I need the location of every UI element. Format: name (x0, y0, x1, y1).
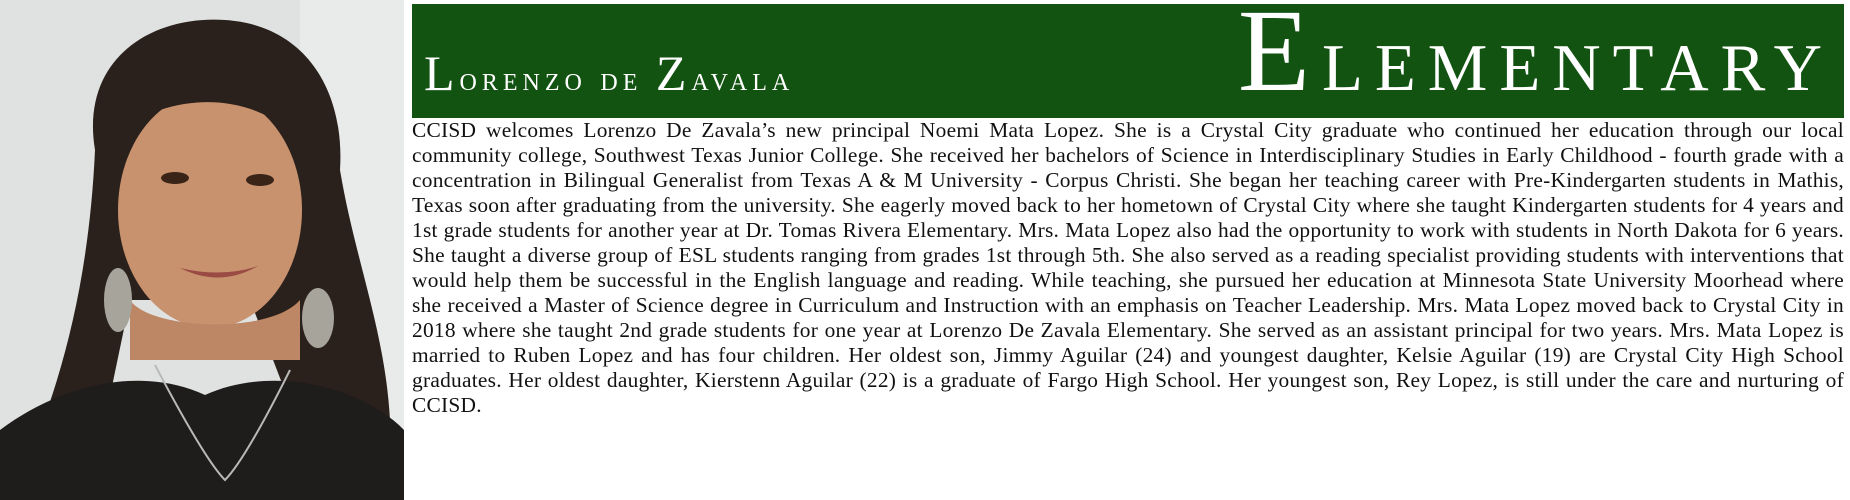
school-name-end: avala (691, 61, 795, 98)
school-name-initial: L (424, 45, 460, 101)
school-banner (412, 4, 1844, 118)
school-name-middle: orenzo de (459, 61, 656, 98)
school-type (1237, 4, 1834, 116)
school-type-rest: lementary (1321, 4, 1834, 111)
school-name (424, 44, 794, 102)
school-name-z-initial: Z (655, 45, 692, 101)
principal-photo (0, 0, 404, 500)
principal-bio: CCISD welcomes Lorenzo De Zavala’s new principal Noemi Mata Lopez. She is a Crystal City graduate who continued her education through our local community college, Southwest Texas Junior College. She received her bachelors of Science in Interdisciplinary Studies in Early Childhood - fourth grade with a concentration in Bilingual Generalist from Texas A & M University - Corpus Christi. She began her teaching career with Pre-Kindergarten students in Mathis, Texas soon after graduating from the university. She eagerly moved back to her hometown of Crystal City where she taught Kindergarten students for 4 years and 1st grade students for another year at Dr. Tomas Rivera Elementary. Mrs. Mata Lopez also had the opportunity to work with students in North Dakota for 6 years. She taught a diverse group of ESL students ranging from grades 1st through 5th. She also served as a reading specialist providing students with interventions that would help them be successful in the English language and reading. While teaching, she pursued her education at Minnesota State University Moorhead where she received a Master of Science degree in Curriculum and Instruction with an emphasis on Teacher Leadership. Mrs. Mata Lopez moved back to Crystal City in 2018 where she taught 2nd grade students for one year at Lorenzo De Zavala Elementary. She served as an assistant principal for two years. Mrs. Mata Lopez is married to Ruben Lopez and has four children. Her oldest son, Jimmy Aguilar (24) and youngest daughter, Kelsie Aguilar (19) are Crystal City High School graduates. Her oldest daughter, Kierstenn Aguilar (22) is a graduate of Fargo High School. Her youngest son, Rey Lopez, is still under the care and nurturing of CCISD. (412, 118, 1844, 417)
school-type-initial: E (1237, 4, 1322, 116)
